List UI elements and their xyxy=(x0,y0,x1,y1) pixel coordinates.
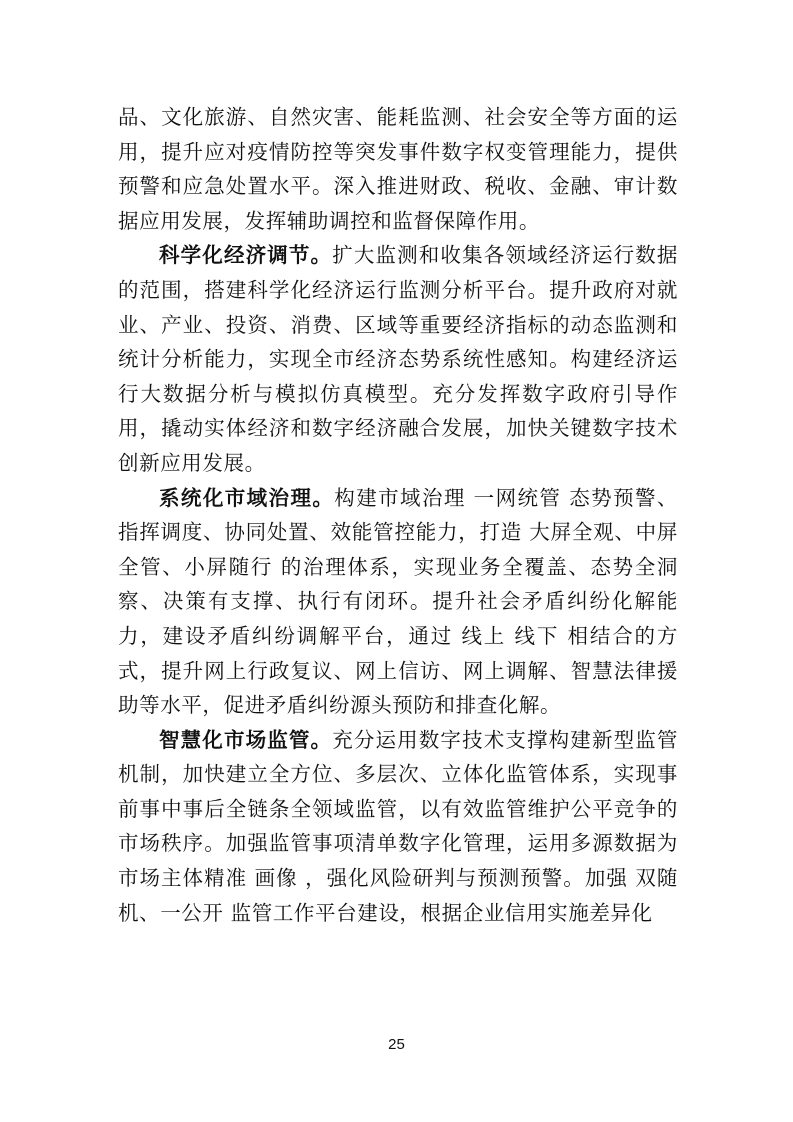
paragraph-heading: 科学化经济调节。 xyxy=(159,243,333,268)
paragraph-city-governance xyxy=(118,481,678,723)
paragraph-economic-regulation xyxy=(118,238,678,480)
paragraph-heading: 智慧化市场监管。 xyxy=(159,727,333,752)
paragraph-text: 品、文化旅游、自然灾害、能耗监测、社会安全等方面的运用，提升应对疫情防控等突发事件数字权变管理能力，提供预警和应急处置水平。深入推进财政、税收、金融、审计数据应用发展，发挥辅助调控和监督保障作用。 xyxy=(118,105,678,233)
document-body xyxy=(118,100,678,930)
paragraph-market-supervision xyxy=(118,723,678,931)
paragraph-heading: 系统化市域治理。 xyxy=(159,485,335,510)
paragraph-text: 构建市域治理 一网统管 态势预警、指挥调度、协同处置、效能管控能力，打造 大屏全观、中屏全管、小屏随行 的治理体系，实现业务全覆盖、态势全洞察、决策有支撑、执行有闭环。提升社会矛盾纠纷化解能力，建设矛盾纠纷调解平台，通过 线上 线下 相结合的方式，提升网上行政复议、网上信访、网上调解、智慧法律援助等水平，促进矛盾纠纷源头预防和排查化解。 xyxy=(118,485,678,718)
page-number: 25 xyxy=(388,1036,405,1053)
paragraph-text: 扩大监测和收集各领域经济运行数据的范围，搭建科学化经济运行监测分析平台。提升政府对就业、产业、投资、消费、区域等重要经济指标的动态监测和统计分析能力，实现全市经济态势系统性感知。构建经济运行大数据分析与模拟仿真模型。充分发挥数字政府引导作用，撬动实体经济和数字经济融合发展，加快关键数字技术创新应用发展。 xyxy=(118,243,678,475)
paragraph-text: 充分运用数字技术支撑构建新型监管机制，加快建立全方位、多层次、立体化监管体系，实现事前事中事后全链条全领域监管，以有效监管维护公平竞争的市场秩序。加强监管事项清单数字化管理，运用多源数据为市场主体精准 画像 ，强化风险研判与预测预警。加强 双随机、一公开 监管工作平台建设，根据企业信用实施差异化 xyxy=(118,727,678,925)
paragraph-continuation xyxy=(118,100,678,238)
